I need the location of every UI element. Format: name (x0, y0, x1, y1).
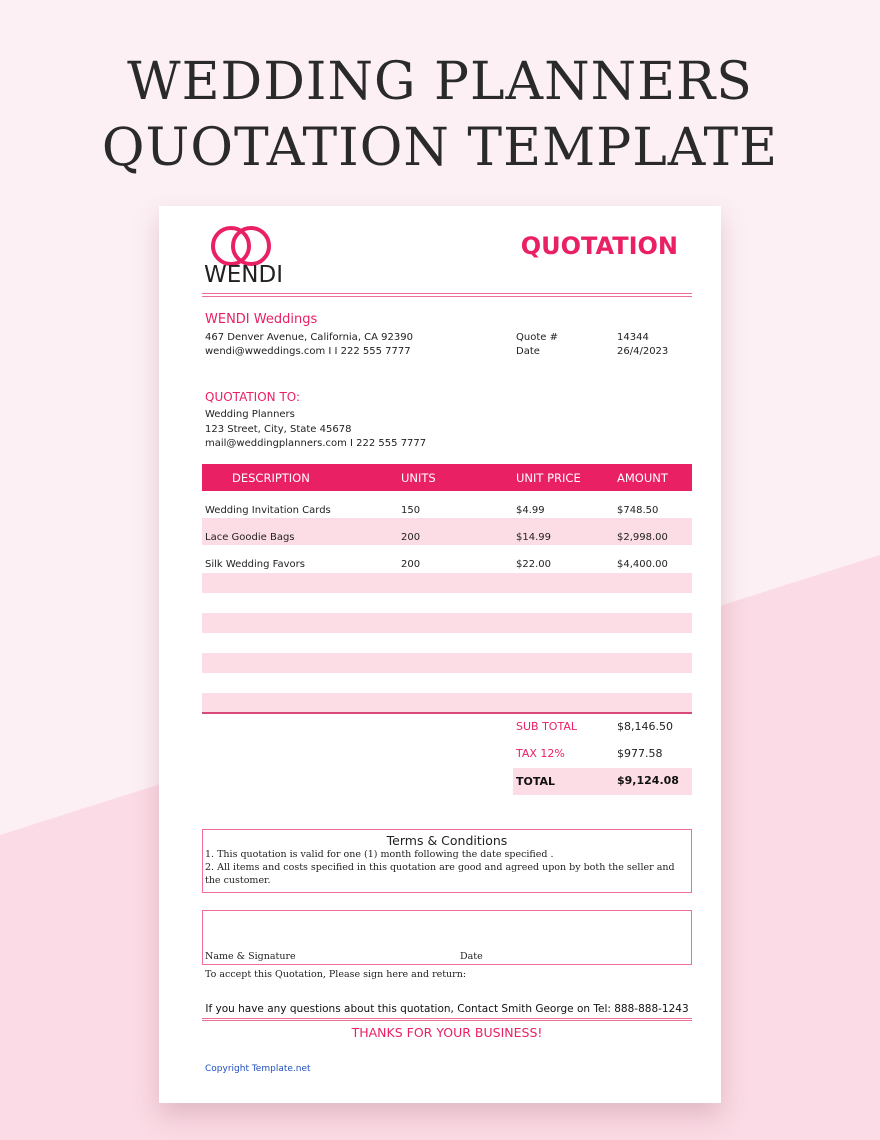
company-address: 467 Denver Avenue, California, CA 92390 (205, 332, 413, 343)
quote-number-value: 14344 (617, 332, 649, 343)
cell-units: 200 (401, 532, 421, 543)
terms-box (202, 829, 692, 893)
date-value: 26/4/2023 (617, 346, 669, 357)
subtotal-label: SUB TOTAL (516, 720, 577, 733)
col-units: UNITS (401, 471, 436, 485)
total-label: TOTAL (516, 775, 556, 788)
page-title-line1: WEDDING PLANNERS (127, 52, 753, 112)
doc-title: QUOTATION (520, 232, 678, 260)
terms-heading: Terms & Conditions (386, 833, 508, 848)
page-title-line2: QUOTATION TEMPLATE (101, 118, 779, 178)
logo-text: WENDI (204, 262, 283, 288)
accept-instruction: To accept this Quotation, Please sign here and return: (205, 969, 467, 980)
quotation-to-heading: QUOTATION TO: (205, 390, 301, 404)
footer-divider (202, 1018, 692, 1021)
table-bottom-line (202, 712, 692, 714)
tax-value: $977.58 (617, 747, 663, 760)
cell-units: 200 (401, 559, 421, 570)
cell-description: Lace Goodie Bags (205, 532, 295, 543)
cell-amount: $4,400.00 (617, 559, 668, 570)
total-row (513, 768, 692, 795)
divider (202, 293, 692, 297)
client-address: 123 Street, City, State 45678 (205, 424, 352, 435)
table-row-empty (202, 693, 692, 713)
col-unit-price: UNIT PRICE (516, 471, 581, 485)
cell-units: 150 (401, 505, 421, 516)
term-item: 1. This quotation is valid for one (1) month following the date specified . (205, 849, 554, 860)
cell-unit-price: $22.00 (516, 559, 551, 570)
cell-description: Wedding Invitation Cards (205, 505, 331, 516)
signature-box[interactable] (202, 910, 692, 965)
tax-label: TAX 12% (516, 747, 565, 760)
quote-number-label: Quote # (516, 332, 558, 343)
quotation-document (159, 206, 721, 1103)
date-label: Date (516, 346, 540, 357)
client-contact: mail@weddingplanners.com I 222 555 7777 (205, 438, 427, 449)
total-value: $9,124.08 (617, 774, 679, 787)
cell-unit-price: $4.99 (516, 505, 545, 516)
name-signature-label: Name & Signature (205, 951, 296, 962)
thanks-message: THANKS FOR YOUR BUSINESS! (351, 1025, 543, 1040)
col-description: DESCRIPTION (232, 471, 310, 485)
table-row-empty (202, 653, 692, 673)
cell-amount: $2,998.00 (617, 532, 668, 543)
cell-unit-price: $14.99 (516, 532, 551, 543)
rings-logo-icon (210, 225, 274, 267)
company-contact: wendi@wweddings.com I I 222 555 7777 (205, 346, 411, 357)
term-item: 2. All items and costs specified in this quotation are good and agreed upon by both the seller and the customer. (205, 862, 675, 886)
table-row-empty (202, 573, 692, 593)
subtotal-value: $8,146.50 (617, 720, 673, 733)
signature-date-label: Date (460, 951, 483, 962)
contact-note: If you have any questions about this quotation, Contact Smith George on Tel: 888-888-1243 (205, 1003, 689, 1015)
cell-amount: $748.50 (617, 505, 659, 516)
company-name: WENDI Weddings (205, 312, 318, 327)
cell-description: Silk Wedding Favors (205, 559, 305, 570)
table-row-empty (202, 613, 692, 633)
table-header (202, 464, 692, 491)
client-name: Wedding Planners (205, 409, 295, 420)
copyright-link[interactable]: Copyright Template.net (205, 1064, 311, 1074)
col-amount: AMOUNT (617, 471, 668, 485)
